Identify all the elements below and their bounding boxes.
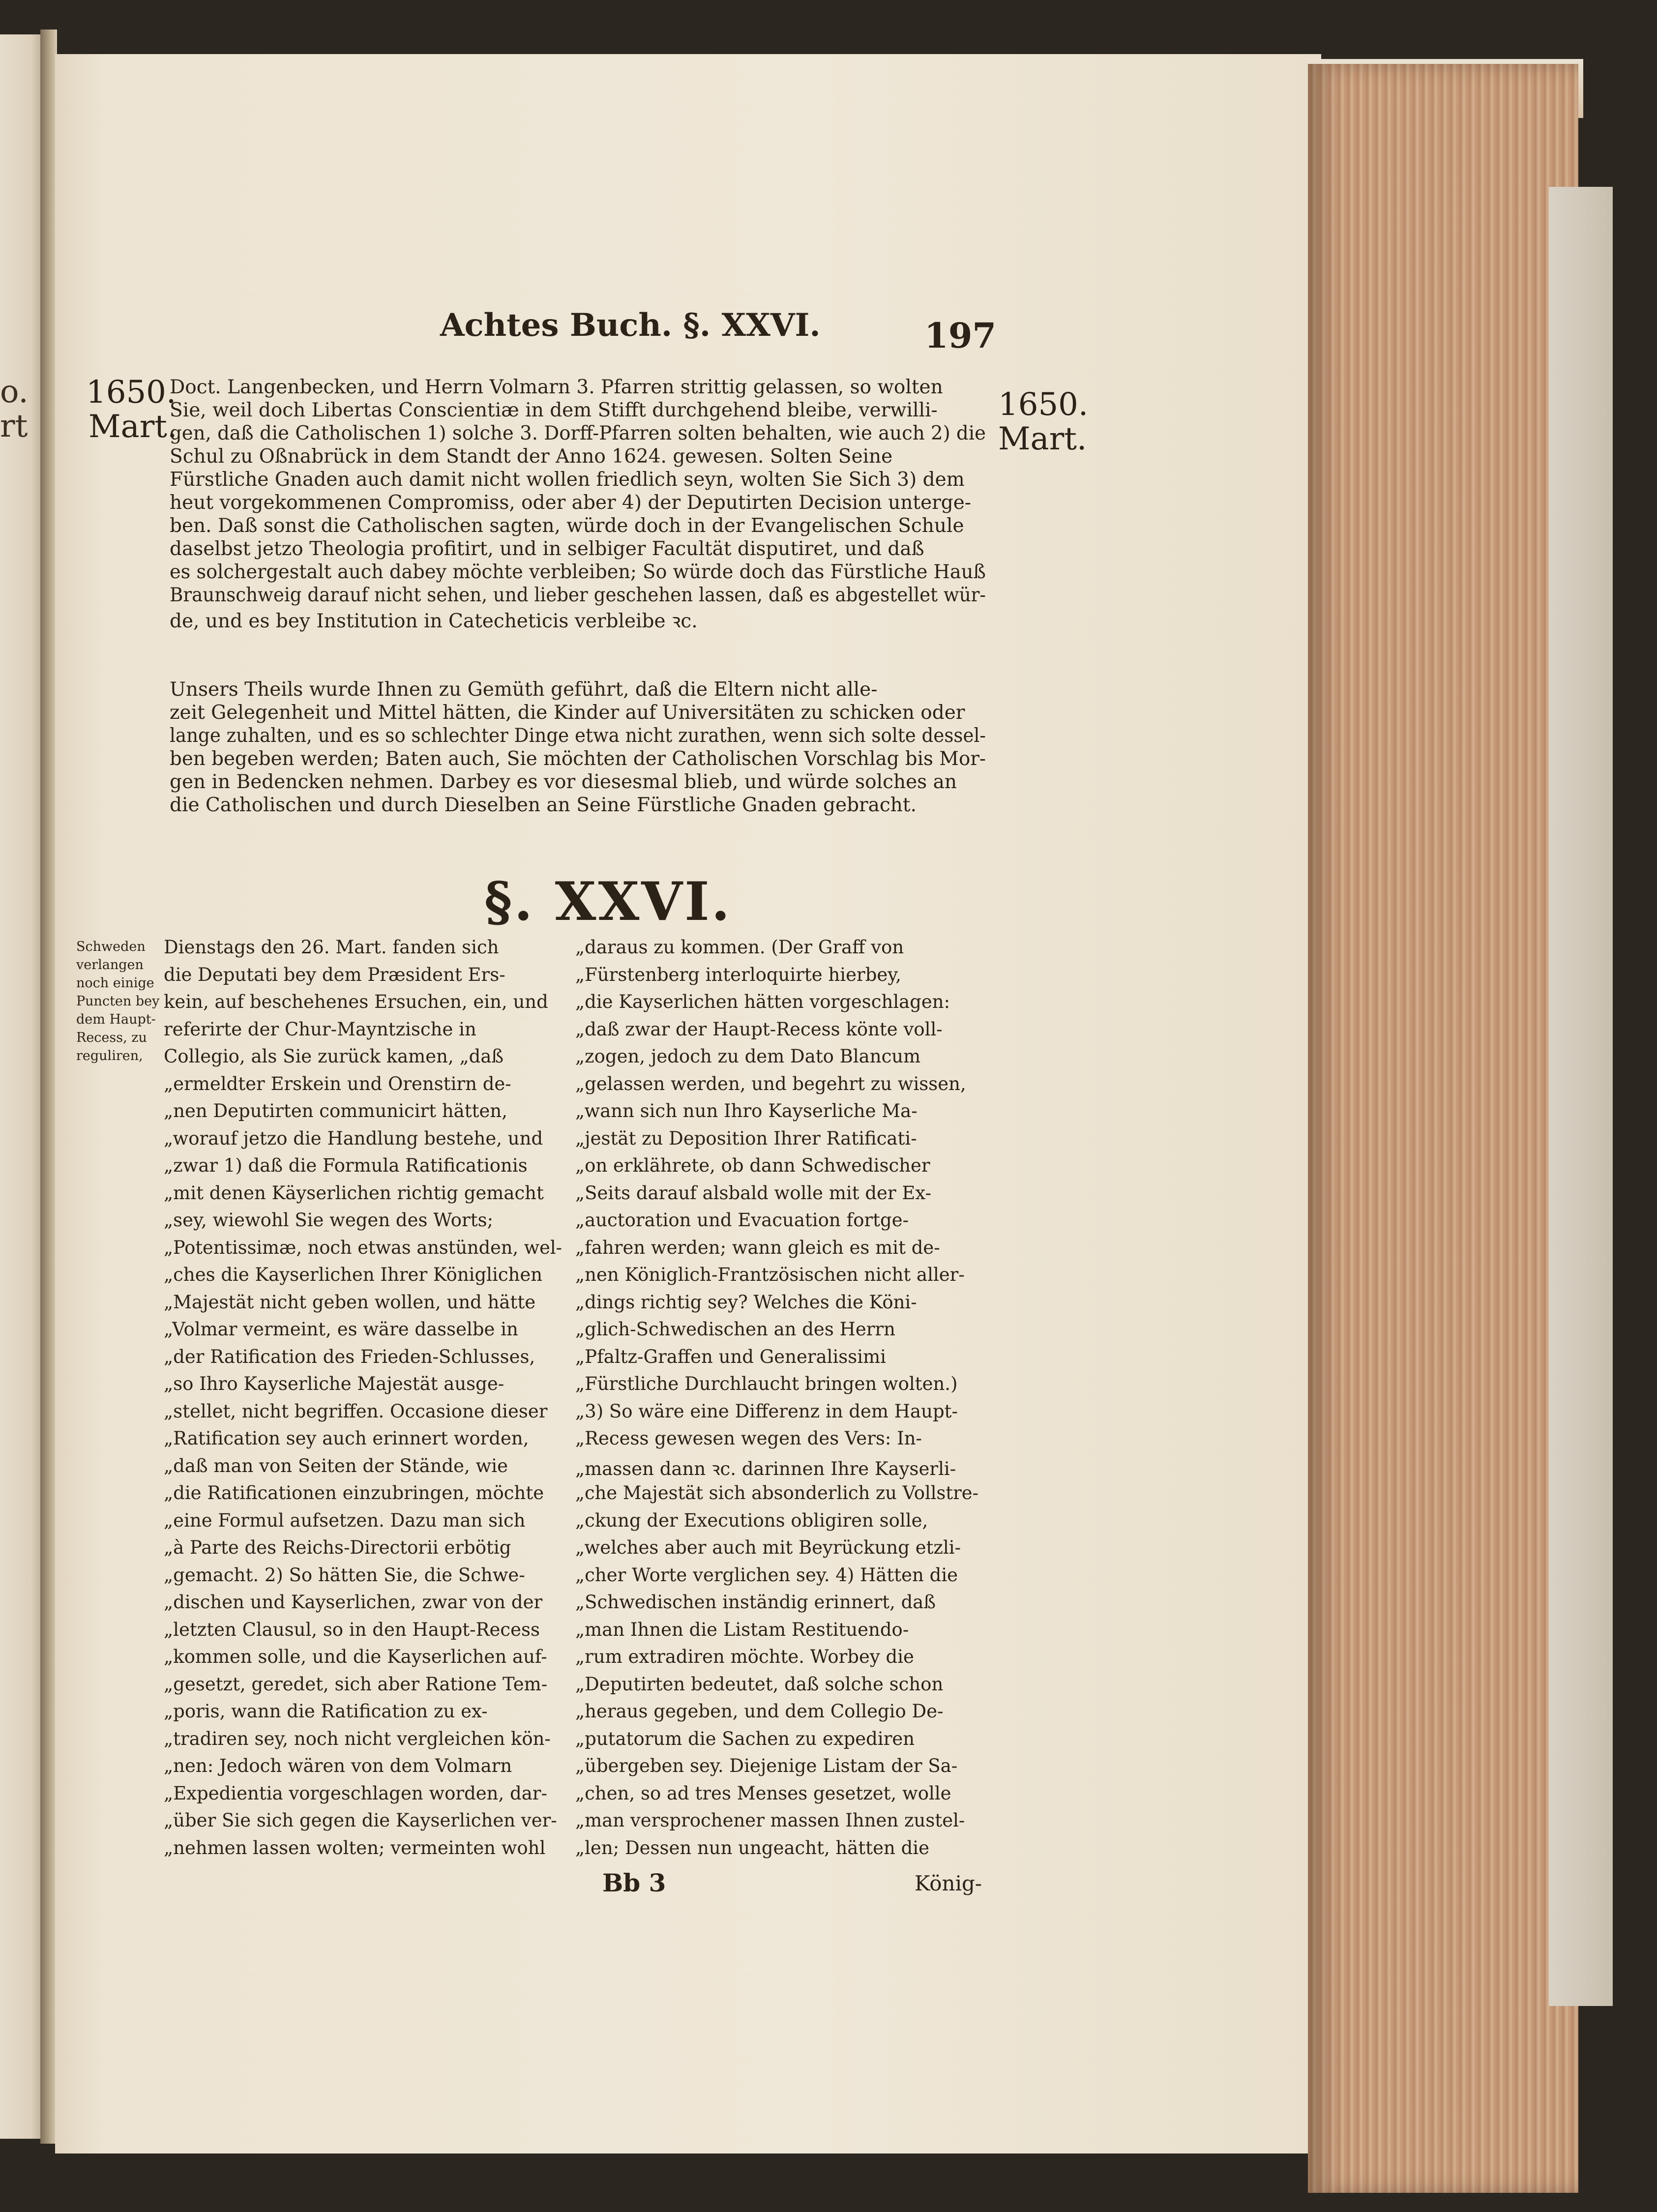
margin-right-month: Mart. [998,421,1087,457]
column-left-line: „über Sie sich gegen die Kayserlichen ver- [164,1810,557,1831]
column-left-line: „sey, wiewohl Sie wegen des Worts; [164,1209,494,1231]
column-right-line: „Fürstenberg interloquirte hierbey, [575,964,902,985]
margin-right-year: 1650. [998,386,1089,423]
column-right-line: „zogen, jedoch zu dem Dato Blancum [575,1046,921,1067]
column-left-line: „mit denen Käyserlichen richtig gemacht [164,1182,544,1204]
column-left-line: „Expedientia vorgeschlagen worden, dar- [164,1782,547,1804]
column-right-line: „auctoration und Evacuation fortge- [575,1209,909,1231]
column-left-line: „daß man von Seiten der Stände, wie [164,1455,508,1476]
column-left-line: Dienstags den 26. Mart. fanden sich [164,937,499,958]
column-left-line: „ermeldter Erskein und Orenstirn de- [164,1073,511,1094]
column-left-line: „letzten Clausul, so in den Haupt-Recess [164,1619,540,1640]
side-note-line: Recess, zu [76,1030,147,1045]
column-right-line: „jestät zu Deposition Ihrer Ratificati- [575,1127,917,1149]
column-left-line: „so Ihro Kayserliche Majestät ausge- [164,1373,504,1394]
side-note-line: noch einige [76,975,154,991]
column-left-line: „eine Formul aufsetzen. Dazu man sich [164,1509,526,1531]
top-paragraph-1-line: daselbst jetzo Theologia profitirt, und in selbiger Facultät disputiret, und daß [170,538,924,560]
column-left-line: „à Parte des Reichs-Directorii erbötig [164,1537,511,1558]
column-left-line: „nehmen lassen wolten; vermeinten wohl [164,1837,546,1858]
column-left-line: „ches die Kayserlichen Ihrer Königlichen [164,1264,543,1285]
column-right-line: „che Majestät sich absonderlich zu Vollstre- [575,1482,978,1504]
column-left-line: „kommen solle, und die Kayserlichen auf- [164,1646,547,1667]
column-left-line: „dischen und Kayserlichen, zwar von der [164,1592,543,1613]
column-right-line: „putatorum die Sachen zu expediren [575,1728,915,1749]
column-right-line: „welches aber auch mit Beyrückung etzli- [575,1537,961,1558]
top-paragraph-1-line: Braunschweig darauf nicht sehen, und lieber geschehen lassen, daß es abgestellet wür- [170,584,986,606]
column-right-line: „massen dann ꝛc. darinnen Ihre Kayserli- [575,1458,956,1479]
column-right-line: „cher Worte verglichen sey. 4) Hätten die [575,1564,958,1586]
top-paragraph-2-line: die Catholischen und durch Dieselben an Seine Fürstliche Gnaden gebracht. [170,794,917,816]
book-cover-board [1549,187,1613,2006]
column-left-line: referirte der Chur-Mayntzische in [164,1018,476,1040]
side-note-line: Schweden [76,939,146,954]
column-right-line: „übergeben sey. Diejenige Listam der Sa- [575,1755,958,1776]
column-right-line: „Schwedischen inständig erinnert, daß [575,1592,936,1613]
column-left-line: Collegio, als Sie zurück kamen, „daß [164,1046,504,1067]
column-right-line: „man versprochener massen Ihnen zustel- [575,1810,965,1831]
column-right-line: „Pfaltz-Graffen und Generalissimi [575,1346,887,1367]
column-left-line: „poris, wann die Ratification zu ex- [164,1701,488,1722]
margin-left-year: 1650. [86,374,177,411]
top-paragraph-2-line: ben begeben werden; Baten auch, Sie möchten der Catholischen Vorschlag bis Mor- [170,748,986,770]
margin-left-month: Mart. [89,409,178,445]
top-paragraph-1-line: Schul zu Oßnabrück in dem Standt der Anno 1624. gewesen. Solten Seine [170,445,893,468]
side-note-line: Puncten bey [76,994,160,1009]
top-paragraph-1-line: Doct. Langenbecken, und Herrn Volmarn 3. Pfarren strittig gelassen, so wolten [170,376,943,398]
column-left-line: „die Ratificationen einzubringen, möchte [164,1482,544,1504]
top-paragraph-1-line: Fürstliche Gnaden auch damit nicht wollen friedlich seyn, wolten Sie Sich 3) dem [170,469,965,491]
column-right-line: „daß zwar der Haupt-Recess könte voll- [575,1018,943,1040]
column-left-line: „zwar 1) daß die Formula Ratificationis [164,1155,528,1176]
column-right-line: „fahren werden; wann gleich es mit de- [575,1237,940,1258]
prev-page-margin-year: o. [0,374,29,410]
column-right-line: „dings richtig sey? Welches die Köni- [575,1291,917,1313]
column-right-line: „3) So wäre eine Differenz in dem Haupt- [575,1400,958,1422]
running-title: Achtes Buch. §. XXVI. [440,307,821,344]
page-number: 197 [924,315,997,356]
column-right-line: „ckung der Executions obligiren solle, [575,1509,928,1531]
signature-mark: Bb 3 [602,1868,666,1897]
column-left-line: „gemacht. 2) So hätten Sie, die Schwe- [164,1564,525,1586]
previous-page-edge [0,34,44,2139]
book-gutter [40,29,57,2144]
column-right-line: „wann sich nun Ihro Kayserliche Ma- [575,1100,917,1121]
column-right-line: „on erklährete, ob dann Schwedischer [575,1155,930,1176]
column-left-line: „Ratification sey auch erinnert worden, [164,1428,529,1449]
column-left-line: „worauf jetzo die Handlung bestehe, und [164,1127,543,1149]
book-fore-edge [1308,64,1578,2193]
column-right-line: „daraus zu kommen. (Der Graff von [575,937,904,958]
column-left-line: kein, auf beschehenes Ersuchen, ein, und [164,991,548,1012]
section-heading: §. XXVI. [484,871,732,933]
column-left-line: „nen: Jedoch wären von dem Volmarn [164,1755,512,1776]
column-right-line: „heraus gegeben, und dem Collegio De- [575,1701,944,1722]
top-paragraph-1-line: es solchergestalt auch dabey möchte verbleiben; So würde doch das Fürstliche Hauß [170,561,986,583]
column-right-line: „Deputirten bedeutet, daß solche schon [575,1673,944,1695]
column-left-line: „Volmar vermeint, es wäre dasselbe in [164,1319,518,1340]
side-note-line: reguliren, [76,1048,143,1063]
column-right-line: „nen Königlich-Frantzösischen nicht aller- [575,1264,965,1285]
column-right-line: „glich-Schwedischen an des Herrn [575,1319,895,1340]
column-right-line: „die Kayserlichen hätten vorgeschlagen: [575,991,950,1012]
column-right-line: „Recess gewesen wegen des Vers: In- [575,1428,922,1449]
column-right-line: „man Ihnen die Listam Restituendo- [575,1619,909,1640]
catchword: König- [915,1871,982,1895]
column-left-line: „nen Deputirten communicirt hätten, [164,1100,507,1121]
top-paragraph-1-line: de, und es bey Institution in Catecheticis verbleibe ꝛc. [170,610,698,632]
column-right-line: „len; Dessen nun ungeacht, hätten die [575,1837,930,1858]
column-left-line: „der Ratification des Frieden-Schlusses, [164,1346,535,1367]
top-paragraph-1-line: Sie, weil doch Libertas Conscientiæ in dem Stifft durchgehend bleibe, verwilli- [170,399,938,421]
column-left-line: „stellet, nicht begriffen. Occasione dieser [164,1400,548,1422]
column-right-line: „gelassen werden, und begehrt zu wissen, [575,1073,966,1094]
column-left-line: „Potentissimæ, noch etwas anstünden, wel- [164,1237,562,1258]
side-note-line: verlangen [76,957,144,973]
top-paragraph-2-line: Unsers Theils wurde Ihnen zu Gemüth geführt, daß die Eltern nicht alle- [170,678,878,701]
top-paragraph-1-line: heut vorgekommenen Compromiss, oder aber 4) der Deputirten Decision unterge- [170,492,972,514]
top-paragraph-1-line: ben. Daß sonst die Catholischen sagten, würde doch in der Evangelischen Schule [170,515,964,537]
side-note-line: dem Haupt- [76,1012,156,1027]
column-right-line: „Seits darauf alsbald wolle mit der Ex- [575,1182,932,1204]
column-left-line: „Majestät nicht geben wollen, und hätte [164,1291,536,1313]
top-paragraph-2-line: gen in Bedencken nehmen. Darbey es vor diesesmal blieb, und würde solches an [170,771,957,793]
column-right-line: „Fürstliche Durchlaucht bringen wolten.) [575,1373,958,1394]
column-right-line: „chen, so ad tres Menses gesetzet, wolle [575,1782,951,1804]
column-left-line: die Deputati bey dem Præsident Ers- [164,964,505,985]
column-left-line: „tradiren sey, noch nicht vergleichen kön- [164,1728,551,1749]
prev-page-margin-month: rt [0,408,28,444]
column-right-line: „rum extradiren möchte. Worbey die [575,1646,914,1667]
top-paragraph-2-line: lange zuhalten, und es so schlechter Dinge etwa nicht zurathen, wenn sich solte dessel- [170,725,986,747]
top-paragraph-2-line: zeit Gelegenheit und Mittel hätten, die Kinder auf Universitäten zu schicken oder [170,702,965,724]
top-paragraph-1-line: gen, daß die Catholischen 1) solche 3. Dorff-Pfarren solten behalten, wie auch 2) die [170,422,986,444]
column-left-line: „gesetzt, geredet, sich aber Ratione Tem- [164,1673,548,1695]
